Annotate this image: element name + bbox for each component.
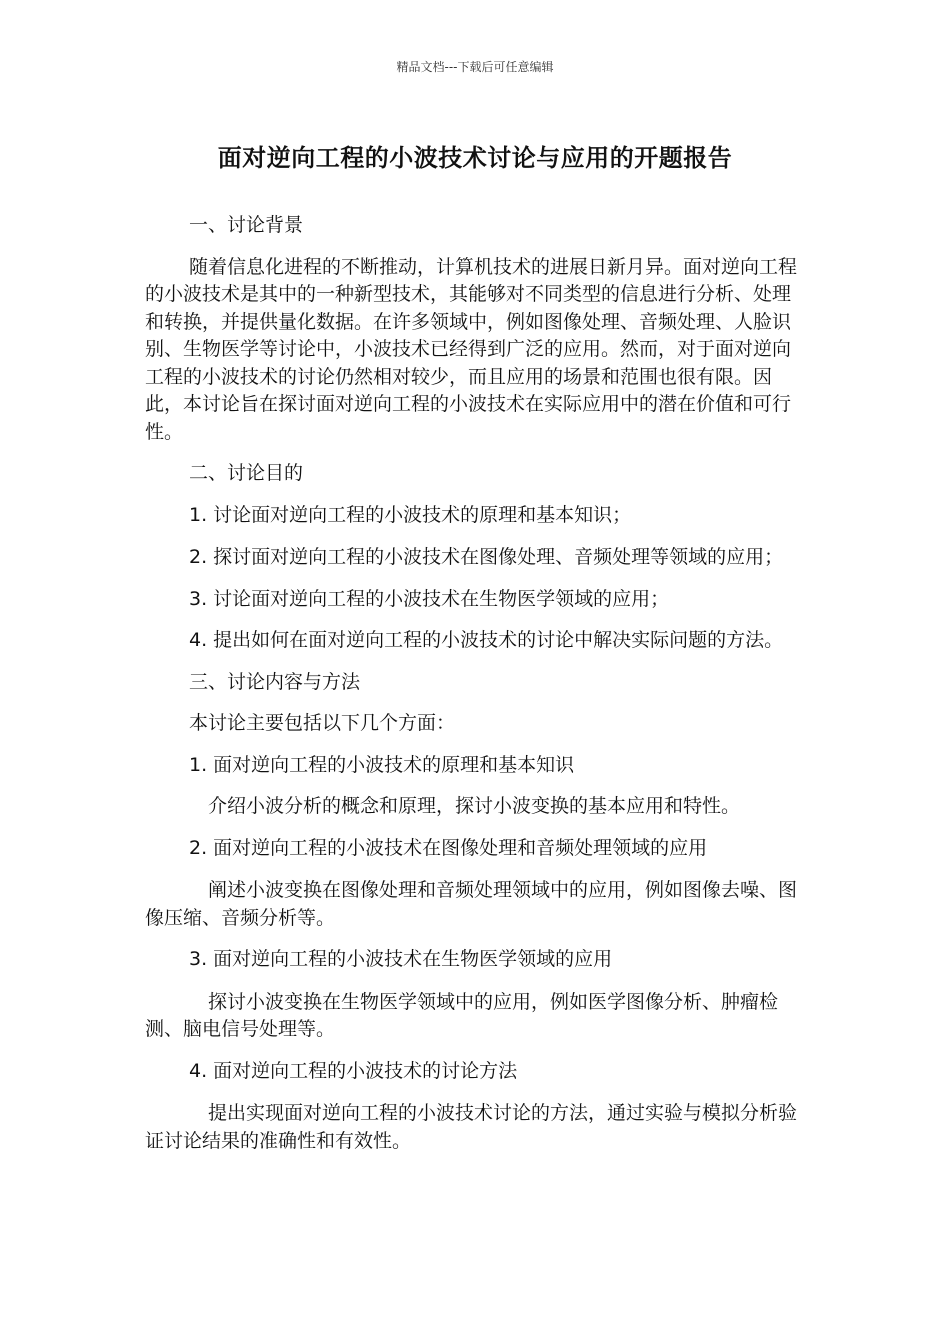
section-heading-objectives: 二、讨论目的: [189, 462, 304, 484]
method-item-2-desc: 阐述小波变换在图像处理和音频处理领域中的应用，例如图像去噪、图像压缩、音频分析等。: [145, 879, 798, 929]
page-header: 精品文档---下载后可任意编辑: [396, 60, 554, 74]
method-item-1-title: 1. 面对逆向工程的小波技术的原理和基本知识: [189, 753, 575, 776]
objective-item-1: 1. 讨论面对逆向工程的小波技术的原理和基本知识；: [189, 503, 632, 526]
method-item-1-desc: 介绍小波分析的概念和原理，探讨小波变换的基本应用和特性。: [208, 795, 741, 817]
objective-item-3: 3. 讨论面对逆向工程的小波技术在生物医学领域的应用；: [189, 587, 670, 610]
method-item-4-title: 4. 面对逆向工程的小波技术的讨论方法: [189, 1059, 518, 1082]
document-title: 面对逆向工程的小波技术讨论与应用的开题报告: [217, 144, 733, 172]
document-body: [145, 212, 801, 1155]
section-heading-methods: 三、讨论内容与方法: [189, 670, 361, 693]
objective-item-2: 2. 探讨面对逆向工程的小波技术在图像处理、音频处理等领域的应用；: [189, 546, 784, 568]
method-item-4-desc: 提出实现面对逆向工程的小波技术讨论的方法，通过实验与模拟分析验证讨论结果的准确性和有效性。: [145, 1102, 798, 1152]
objective-item-4: 4. 提出如何在面对逆向工程的小波技术的讨论中解决实际问题的方法。: [189, 629, 784, 651]
section-heading-background: 一、讨论背景: [189, 214, 304, 236]
method-item-3-desc: 探讨小波变换在生物医学领域中的应用，例如医学图像分析、肿瘤检测、脑电信号处理等。: [145, 990, 779, 1040]
method-item-3-title: 3. 面对逆向工程的小波技术在生物医学领域的应用: [189, 948, 613, 970]
background-paragraph: 随着信息化进程的不断推动，计算机技术的进展日新月异。面对逆向工程的小波技术是其中的一种新型技术，其能够对不同类型的信息进行分析、处理和转换，并提供量化数据。在许多领域中，例如图像处理、音频处理、人脸识别、生物医学等讨论中，小波技术已经得到广泛的应用。然而，对于面对逆向工程的小波技术的讨论仍然相对较少，而且应用的场景和范围也很有限。因此，本讨论旨在探讨面对逆向工程的小波技术在实际应用中的潜在价值和可行性。: [145, 255, 798, 443]
methods-intro: 本讨论主要包括以下几个方面：: [189, 712, 456, 734]
method-item-2-title: 2. 面对逆向工程的小波技术在图像处理和音频处理领域的应用: [189, 836, 708, 859]
